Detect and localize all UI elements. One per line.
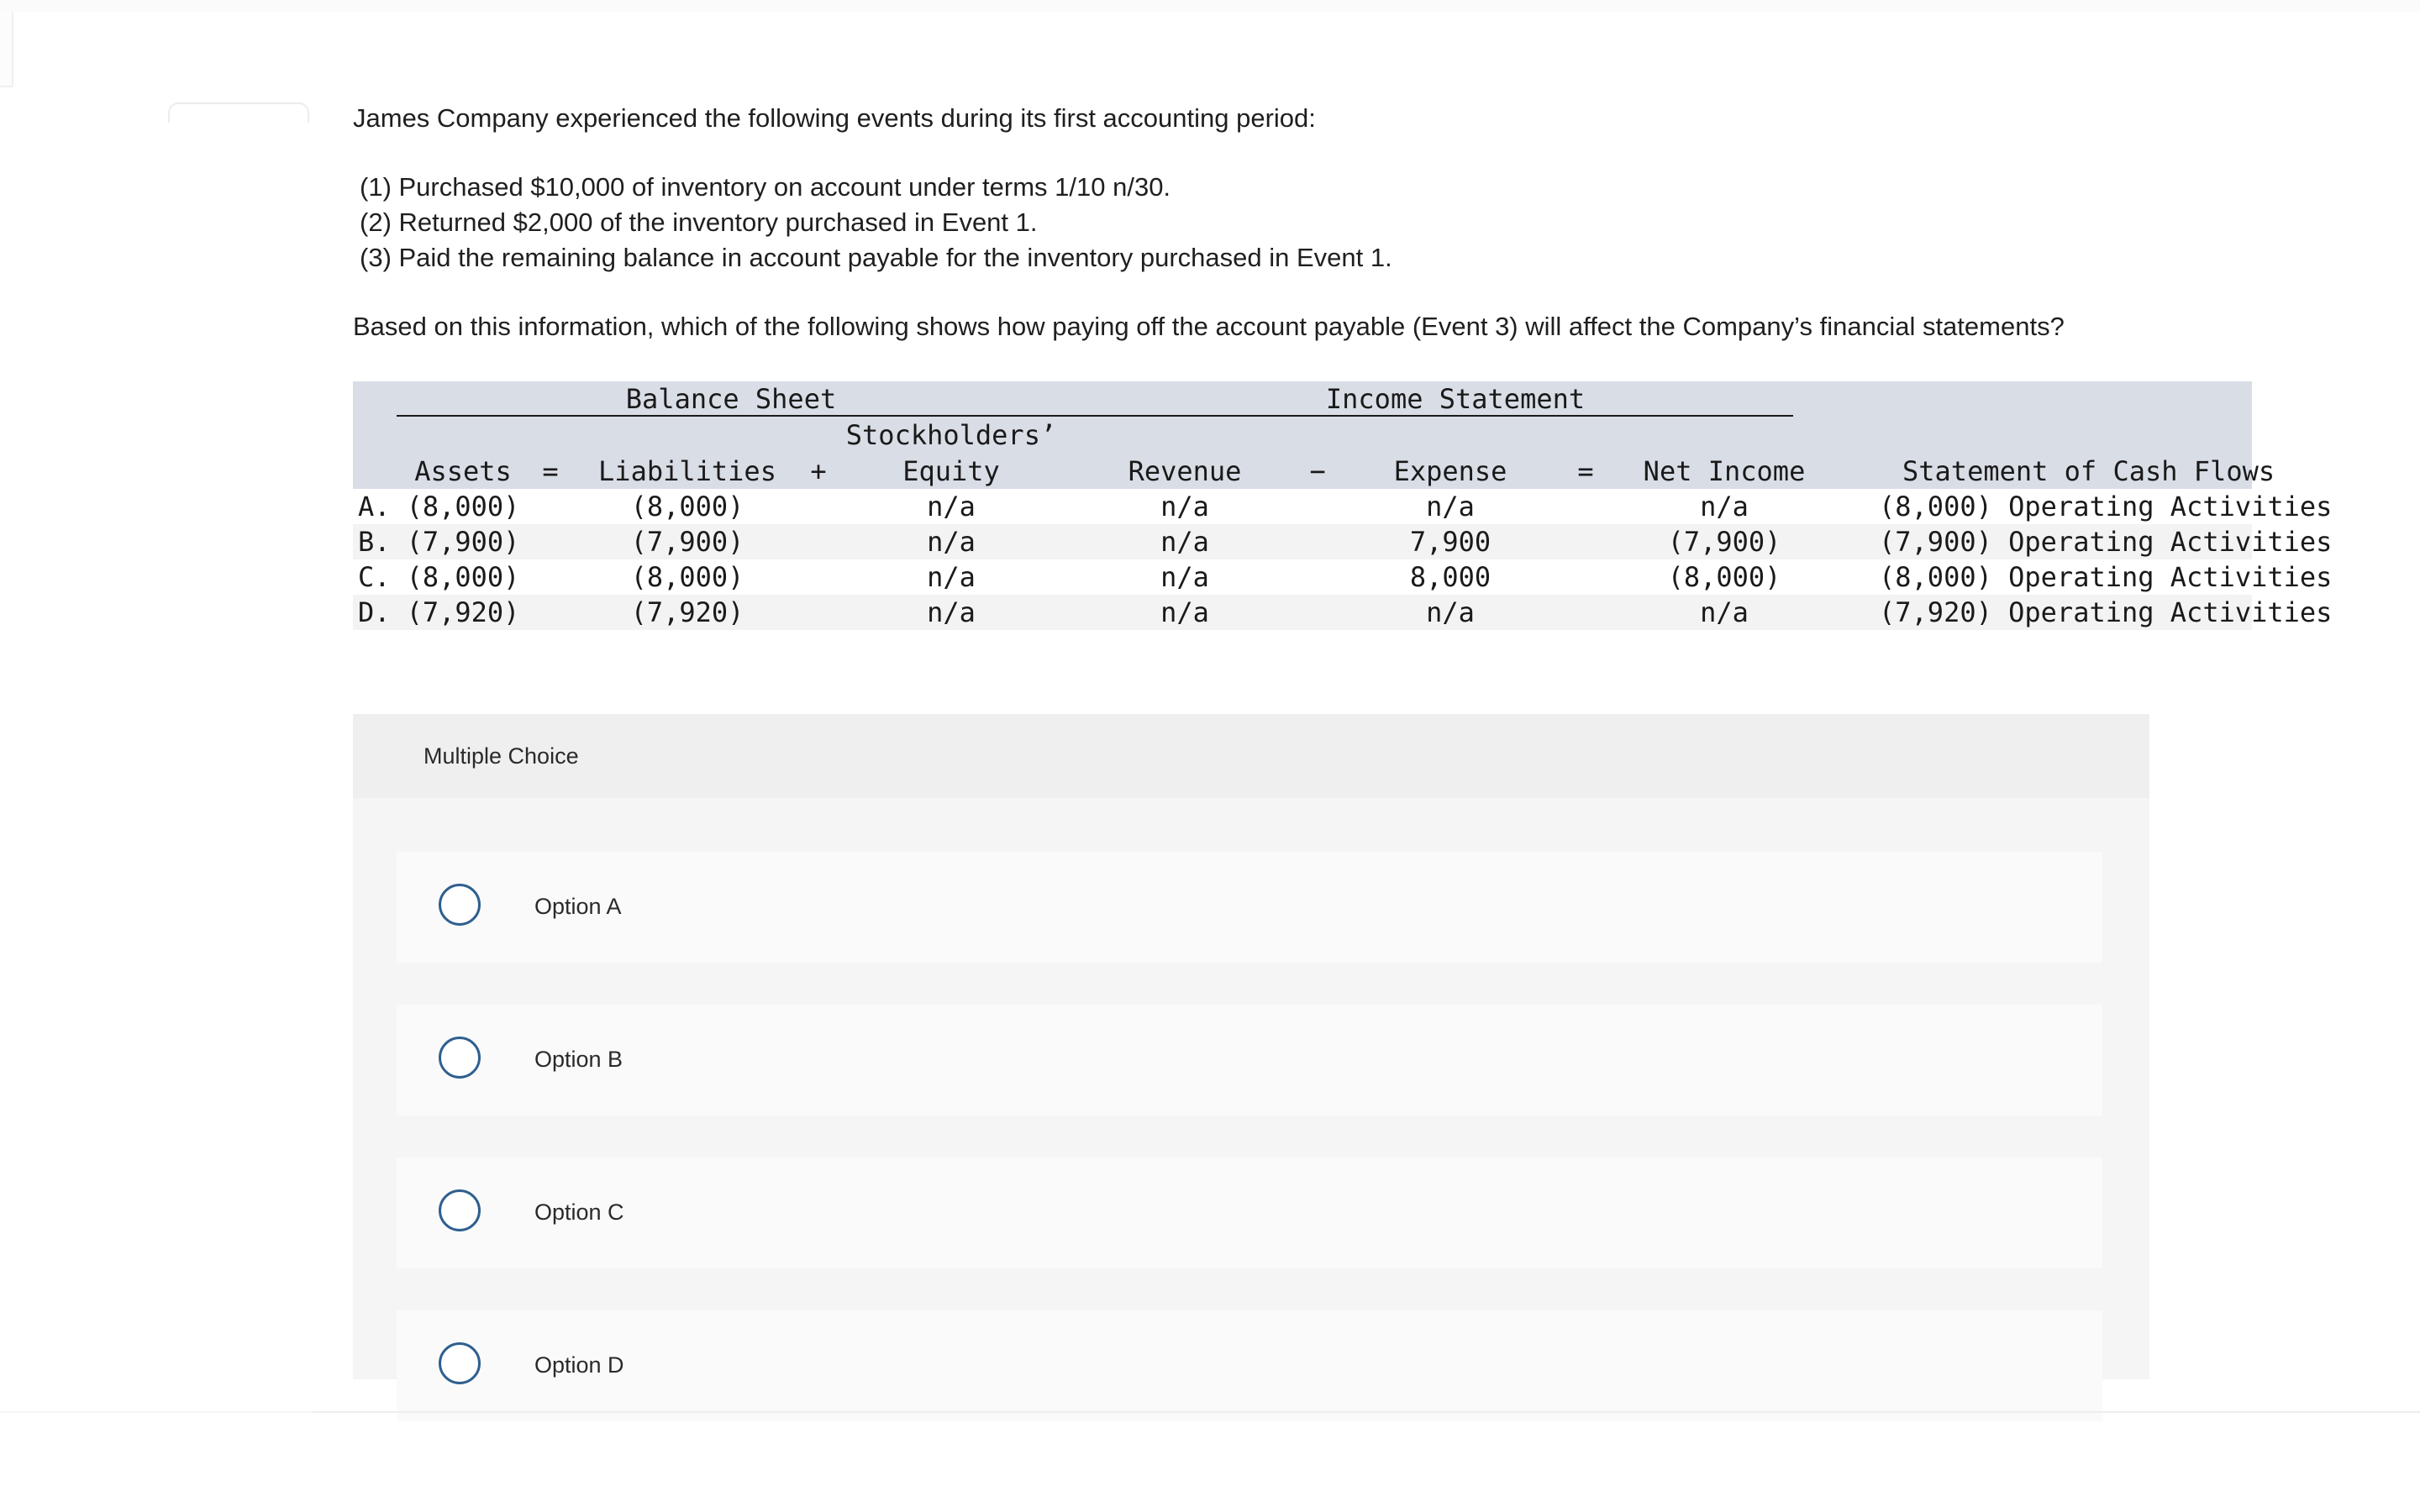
option-label: Option D	[534, 1352, 624, 1378]
multiple-choice-header	[353, 714, 2149, 798]
question-block	[353, 101, 2286, 344]
col-net-income: Net Income	[1643, 455, 1806, 487]
event-item: (2) Returned $2,000 of the inventory purchased in Event 1.	[360, 207, 1038, 237]
option-d[interactable]	[397, 1310, 2102, 1421]
cell-liabilities: (8,000)	[630, 491, 744, 522]
cell-assets: (7,900)	[406, 526, 520, 558]
col-cash-flows: Statement of Cash Flows	[1902, 455, 2275, 487]
cell-liabilities: (8,000)	[630, 561, 744, 593]
col-plus: +	[810, 455, 827, 487]
radio-button[interactable]	[439, 1037, 481, 1079]
cell-net-income: (7,900)	[1667, 526, 1781, 558]
top-bar	[0, 0, 2420, 12]
cell-expense: 7,900	[1409, 526, 1491, 558]
cell-net-income: (8,000)	[1667, 561, 1781, 593]
footer-divider-left	[0, 1411, 313, 1413]
radio-button[interactable]	[439, 1189, 481, 1231]
row-label: C.	[358, 561, 391, 593]
cell-revenue: n/a	[1160, 526, 1209, 558]
question-prompt: Based on this information, which of the following shows how paying off the account payable (Event 3) will affect the Company’s financial statements?	[353, 312, 2065, 341]
col-liabilities: Liabilities	[598, 455, 776, 487]
cell-cash-flow: (7,900) Operating Activities	[1879, 526, 2333, 558]
row-label: B.	[358, 526, 391, 558]
event-item: (3) Paid the remaining balance in account payable for the inventory purchased in Event 1.	[360, 243, 1392, 272]
table-row	[353, 559, 2333, 595]
multiple-choice-panel	[353, 714, 2149, 1379]
option-label: Option A	[534, 894, 622, 919]
cell-equity: n/a	[927, 526, 976, 558]
equity-header-top: Stockholders’	[845, 419, 1057, 451]
cell-revenue: n/a	[1160, 561, 1209, 593]
cell-expense: n/a	[1426, 596, 1475, 628]
cell-cash-flow: (8,000) Operating Activities	[1879, 491, 2333, 522]
table-row	[353, 489, 2333, 524]
cell-cash-flow: (8,000) Operating Activities	[1879, 561, 2333, 593]
balance-sheet-header: Balance Sheet	[625, 383, 837, 415]
question-intro: James Company experienced the following events during its first accounting period:	[353, 103, 1316, 133]
col-equals: =	[542, 455, 559, 487]
row-label: A.	[358, 491, 391, 522]
option-a[interactable]	[397, 852, 2102, 963]
option-c[interactable]	[397, 1158, 2102, 1268]
cell-expense: n/a	[1426, 491, 1475, 522]
financial-statement-table	[353, 381, 2333, 629]
cell-equity: n/a	[927, 561, 976, 593]
cell-revenue: n/a	[1160, 491, 1209, 522]
radio-button[interactable]	[439, 1342, 481, 1384]
cell-assets: (8,000)	[406, 561, 520, 593]
table-row	[353, 524, 2333, 559]
cell-liabilities: (7,900)	[630, 526, 744, 558]
cell-equity: n/a	[927, 596, 976, 628]
cell-net-income: n/a	[1700, 491, 1749, 522]
cell-revenue: n/a	[1160, 596, 1209, 628]
cell-assets: (7,920)	[406, 596, 520, 628]
option-label: Option B	[534, 1047, 623, 1072]
col-equals-2: =	[1577, 455, 1594, 487]
option-label: Option C	[534, 1200, 624, 1225]
footer-divider	[313, 1411, 2420, 1413]
col-expense: Expense	[1393, 455, 1507, 487]
cell-equity: n/a	[927, 491, 976, 522]
cell-cash-flow: (7,920) Operating Activities	[1879, 596, 2333, 628]
event-list	[353, 170, 2286, 276]
col-revenue: Revenue	[1128, 455, 1242, 487]
header-underline	[397, 415, 1793, 417]
event-item: (1) Purchased $10,000 of inventory on account under terms 1/10 n/30.	[360, 172, 1171, 202]
cell-net-income: n/a	[1700, 596, 1749, 628]
cell-assets: (8,000)	[406, 491, 520, 522]
col-assets: Assets	[414, 455, 512, 487]
multiple-choice-title: Multiple Choice	[424, 743, 579, 769]
cell-liabilities: (7,920)	[630, 596, 744, 628]
radio-button[interactable]	[439, 884, 481, 926]
cell-expense: 8,000	[1409, 561, 1491, 593]
left-edge-panel	[0, 12, 13, 87]
income-statement-header: Income Statement	[1325, 383, 1586, 415]
question-tab	[168, 102, 309, 123]
option-b[interactable]	[397, 1005, 2102, 1116]
row-label: D.	[358, 596, 391, 628]
col-minus: −	[1309, 455, 1326, 487]
table-row	[353, 595, 2333, 630]
col-equity: Equity	[902, 455, 1000, 487]
